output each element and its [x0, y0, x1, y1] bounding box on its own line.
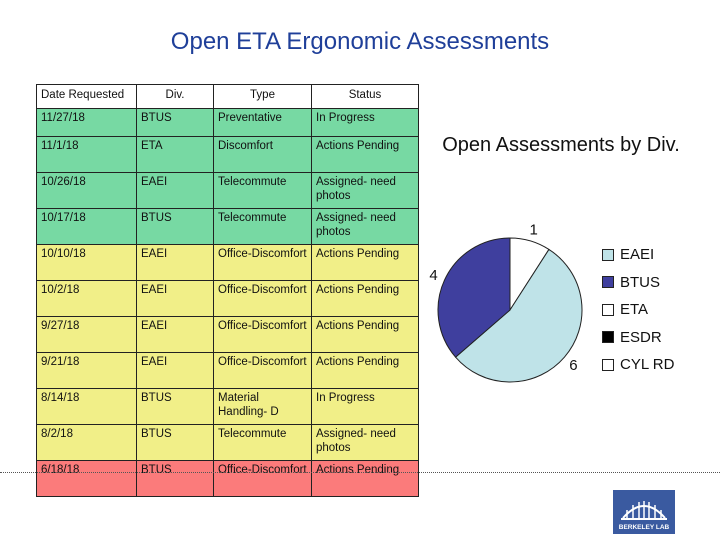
pie-chart — [420, 220, 600, 400]
cell-date: 11/1/18 — [37, 137, 137, 173]
cell-div: BTUS — [137, 425, 214, 461]
cell-status: Assigned- need photos — [312, 209, 419, 245]
cell-date: 9/21/18 — [37, 353, 137, 389]
legend-label: EAEI — [620, 246, 655, 264]
legend-swatch — [602, 331, 614, 343]
table-row — [37, 461, 419, 497]
cell-type: Office-Discomfort — [214, 353, 312, 389]
cell-status: Assigned- need photos — [312, 425, 419, 461]
label-eta: 1 — [529, 221, 538, 239]
cell-div: EAEI — [137, 281, 214, 317]
cell-date: 10/17/18 — [37, 209, 137, 245]
legend-label: ESDR — [620, 328, 662, 346]
cell-type: Preventative — [214, 109, 312, 137]
cell-status: In Progress — [312, 389, 419, 425]
legend-item-esdr — [602, 324, 674, 352]
table-row — [37, 425, 419, 461]
cell-div: EAEI — [137, 317, 214, 353]
table-row — [37, 389, 419, 425]
cell-status: Assigned- need photos — [312, 173, 419, 209]
cell-div: BTUS — [137, 389, 214, 425]
cell-type: Telecommute — [214, 173, 312, 209]
cell-div: EAEI — [137, 353, 214, 389]
cell-type: Office-Discomfort — [214, 317, 312, 353]
cell-type: Discomfort — [214, 137, 312, 173]
cell-div: BTUS — [137, 109, 214, 137]
dotted-divider — [0, 472, 720, 473]
cell-type: Office-Discomfort — [214, 281, 312, 317]
cell-status: Actions Pending — [312, 461, 419, 497]
chart-title: Open Assessments by Div. — [442, 134, 680, 156]
cell-date: 6/18/18 — [37, 461, 137, 497]
berkeley-lab-logo — [613, 490, 675, 534]
legend-swatch — [602, 359, 614, 371]
assessments-table — [36, 84, 419, 497]
table-header-row — [37, 85, 419, 109]
logo-text: BERKELEY LAB — [618, 524, 670, 531]
table-row — [37, 245, 419, 281]
legend-label: BTUS — [620, 273, 661, 291]
table-row — [37, 173, 419, 209]
cell-status: Actions Pending — [312, 245, 419, 281]
chart-legend — [602, 241, 674, 379]
cell-status: Actions Pending — [312, 137, 419, 173]
cell-div: EAEI — [137, 173, 214, 209]
table-row — [37, 317, 419, 353]
page-title: Open ETA Ergonomic Assessments — [170, 28, 550, 55]
cell-type: Telecommute — [214, 425, 312, 461]
cell-status: Actions Pending — [312, 317, 419, 353]
cell-type: Office-Discomfort — [214, 461, 312, 497]
cell-date: 10/2/18 — [37, 281, 137, 317]
cell-div: BTUS — [137, 461, 214, 497]
cell-date: 8/2/18 — [37, 425, 137, 461]
label-eaei: 6 — [569, 357, 578, 375]
legend-label: CYL RD — [620, 356, 675, 374]
table-row — [37, 353, 419, 389]
legend-item-eaei — [602, 241, 674, 269]
cell-div: EAEI — [137, 245, 214, 281]
cell-type: Material Handling- D — [214, 389, 312, 425]
header-type: Type — [214, 85, 312, 109]
legend-item-cyl-rd — [602, 351, 674, 379]
legend-swatch — [602, 276, 614, 288]
header-status: Status — [312, 85, 419, 109]
cell-type: Telecommute — [214, 209, 312, 245]
cell-date: 10/10/18 — [37, 245, 137, 281]
cell-div: BTUS — [137, 209, 214, 245]
header-date-requested: Date Requested — [37, 85, 137, 109]
legend-label: ETA — [620, 301, 649, 319]
header-div: Div. — [137, 85, 214, 109]
legend-item-btus — [602, 269, 674, 297]
cell-date: 8/14/18 — [37, 389, 137, 425]
table-row — [37, 281, 419, 317]
legend-swatch — [602, 304, 614, 316]
legend-item-eta — [602, 296, 674, 324]
cell-status: Actions Pending — [312, 353, 419, 389]
table-row — [37, 109, 419, 137]
cell-date: 10/26/18 — [37, 173, 137, 209]
cell-status: In Progress — [312, 109, 419, 137]
cell-date: 11/27/18 — [37, 109, 137, 137]
legend-swatch — [602, 249, 614, 261]
table-row — [37, 209, 419, 245]
cell-date: 9/27/18 — [37, 317, 137, 353]
cell-status: Actions Pending — [312, 281, 419, 317]
table-row — [37, 137, 419, 173]
label-btus: 4 — [429, 267, 438, 285]
cell-div: ETA — [137, 137, 214, 173]
cell-type: Office-Discomfort — [214, 245, 312, 281]
